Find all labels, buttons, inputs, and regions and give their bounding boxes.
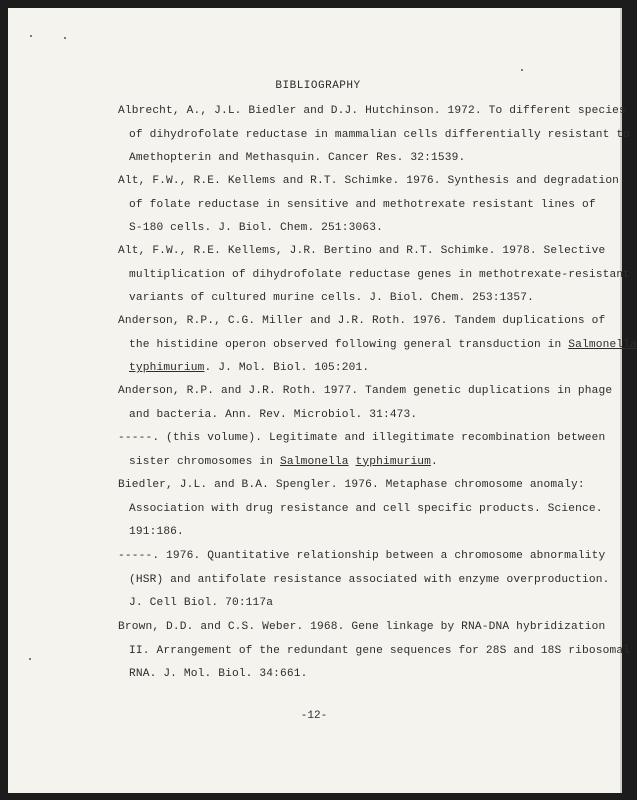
reference-entry (118, 474, 603, 545)
reference-entry (118, 310, 637, 381)
reference-line: multiplication of dihydrofolate reductase genes in methotrexate-resistant (129, 268, 631, 281)
reference-line: J. Cell Biol. 70:117a (129, 597, 274, 609)
reference-entry (118, 240, 631, 311)
reference-line: Anderson, R.P. and J.R. Roth. 1977. Tandem genetic duplications in phage (118, 385, 613, 397)
page-title: BIBLIOGRAPHY (275, 80, 361, 92)
reference-line: typhimurium. J. Mol. Biol. 105:201. (129, 362, 370, 374)
reference-line: 191:186. (129, 526, 184, 538)
reference-line: of folate reductase in sensitive and methotrexate resistant lines of (129, 198, 596, 211)
species-name: typhimurium (355, 455, 432, 468)
reference-entry (118, 545, 610, 616)
reference-line: Brown, D.D. and C.S. Weber. 1968. Gene linkage by RNA-DNA hybridization (118, 621, 606, 633)
reference-entry (118, 616, 631, 687)
scan-speck (64, 37, 66, 39)
page-number: -12- (300, 710, 328, 722)
genus-name: Salmonella (568, 338, 637, 351)
scan-speck (521, 69, 523, 71)
reference-text: sister chromosomes in (129, 455, 274, 468)
reference-line: Amethopterin and Methasquin. Cancer Res. 32:1539. (129, 152, 466, 164)
reference-text: the histidine operon observed following general transduction in (129, 338, 562, 351)
reference-line: and bacteria. Ann. Rev. Microbiol. 31:473. (129, 408, 418, 421)
reference-text: J. Mol. Biol. 105:201. (218, 362, 370, 374)
reference-line: S-180 cells. J. Biol. Chem. 251:3063. (129, 222, 383, 234)
reference-line: RNA. J. Mol. Biol. 34:661. (129, 668, 308, 680)
reference-entry (118, 170, 620, 241)
reference-entry (118, 100, 631, 171)
reference-line: Association with drug resistance and cell specific products. Science. (129, 502, 603, 515)
reference-line: of dihydrofolate reductase in mammalian cells differentially resistant to (129, 128, 631, 141)
reference-line: II. Arrangement of the redundant gene sequences for 28S and 18S ribosomal (129, 644, 631, 657)
reference-entry (118, 380, 613, 427)
reference-line: sister chromosomes in Salmonella typhimurium. (129, 455, 438, 468)
reference-line: (HSR) and antifolate resistance associated with enzyme overproduction. (129, 573, 610, 586)
reference-line: -----. (this volume). Legitimate and illegitimate recombination between (118, 432, 606, 444)
species-name: typhimurium (129, 362, 205, 374)
reference-line: -----. 1976. Quantitative relationship between a chromosome abnormality (118, 550, 606, 562)
scan-speck (29, 658, 31, 660)
reference-line: Biedler, J.L. and B.A. Spengler. 1976. Metaphase chromosome anomaly: (118, 479, 585, 491)
document-page (8, 8, 637, 793)
reference-line: Alt, F.W., R.E. Kellems and R.T. Schimke. 1976. Synthesis and degradation (118, 175, 620, 187)
scan-speck (30, 35, 32, 37)
reference-line: Anderson, R.P., C.G. Miller and J.R. Roth. 1976. Tandem duplications of (118, 315, 606, 327)
genus-name: Salmonella (280, 455, 349, 468)
reference-line (118, 334, 637, 358)
reference-line: variants of cultured murine cells. J. Biol. Chem. 253:1357. (129, 292, 534, 304)
reference-entry (118, 427, 606, 474)
reference-line: Alt, F.W., R.E. Kellems, J.R. Bertino and R.T. Schimke. 1978. Selective (118, 245, 606, 257)
reference-line: Albrecht, A., J.L. Biedler and D.J. Hutchinson. 1972. To different species (118, 105, 626, 117)
